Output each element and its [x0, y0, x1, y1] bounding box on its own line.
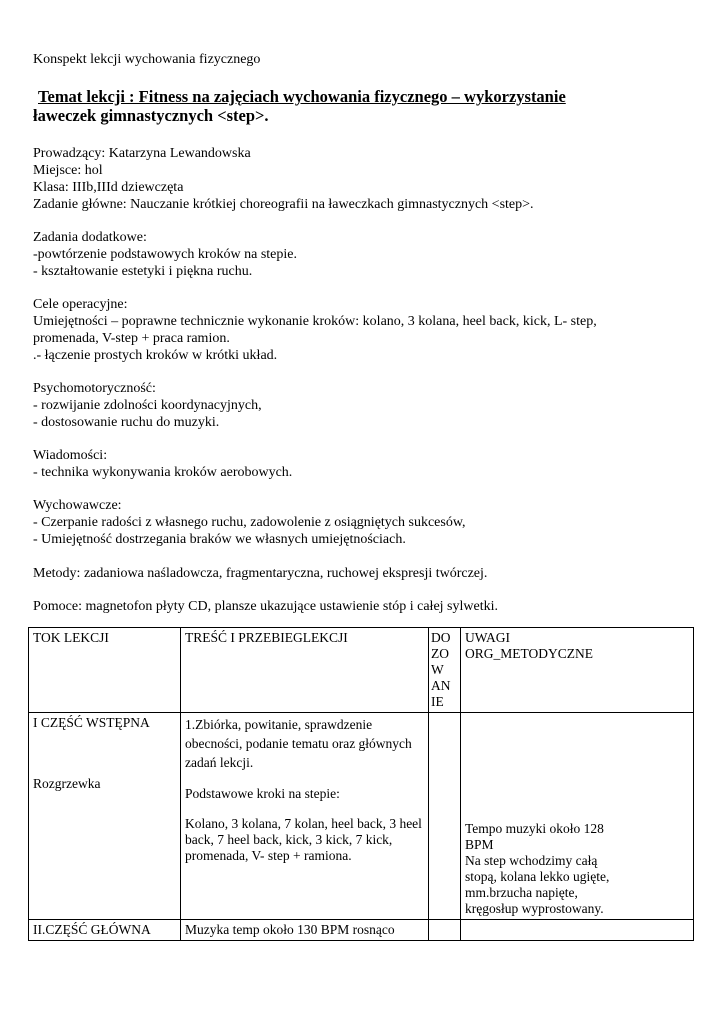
cell-dozowanie — [429, 920, 461, 941]
cell-tresc: Muzyka temp około 130 BPM rosnąco — [181, 920, 429, 941]
lesson-title-line-1: Temat lekcji : Fitness na zajęciach wychowania fizycznego – wykorzystanie — [38, 87, 566, 106]
psychomotor-item: - dostosowanie ruchu do muzyki. — [33, 415, 220, 430]
educational-heading: Wychowawcze: — [33, 498, 122, 513]
class-line: Klasa: IIIb,IIId dziewczęta — [33, 180, 184, 195]
additional-task-item: -powtórzenie podstawowych kroków na stepie. — [33, 247, 297, 262]
psychomotor-item: - rozwijanie zdolności koordynacyjnych, — [33, 398, 262, 413]
educational-item: - Umiejętność dostrzegania braków we własnych umiejętnościach. — [33, 532, 406, 547]
methods-line: Metody: zadaniowa naśladowcza, fragmentaryczna, ruchowej ekspresji twórczej. — [33, 566, 488, 581]
cell-tok-lekcji: II.CZĘŚĆ GŁÓWNA — [29, 920, 181, 941]
main-task-line: Zadanie główne: Nauczanie krótkiej choreografii na ławeczkach gimnastycznych <step>. — [33, 197, 534, 212]
place-line: Miejsce: hol — [33, 163, 103, 178]
cell-uwagi: Tempo muzyki około 128 BPM Na step wchodzimy całą stopą, kolana lekko ugięte, mm.brzucha napięte, kręgosłup wyprostowany. — [461, 713, 694, 920]
teacher-line: Prowadzący: Katarzyna Lewandowska — [33, 146, 251, 161]
header-tresc: TREŚĆ I PRZEBIEGLEKCJI — [181, 628, 429, 713]
operational-goal-item: promenada, V-step + praca ramion. — [33, 331, 230, 346]
knowledge-heading: Wiadomości: — [33, 448, 108, 463]
operational-goals-heading: Cele operacyjne: — [33, 297, 128, 312]
header-tok-lekcji: TOK LEKCJI — [29, 628, 181, 713]
psychomotor-heading: Psychomotoryczność: — [33, 381, 156, 396]
table-header-row — [29, 628, 694, 713]
warmup-label: Rozgrzewka — [33, 776, 101, 791]
cell-uwagi — [461, 920, 694, 941]
document-header: Konspekt lekcji wychowania fizycznego — [33, 52, 261, 67]
operational-goal-item: Umiejętności – poprawne technicznie wykonanie kroków: kolano, 3 kolana, heel back, kick, L- step, — [33, 314, 597, 329]
lesson-plan-table — [28, 627, 694, 941]
header-uwagi: UWAGI ORG_METODYCZNE — [461, 628, 694, 713]
operational-goal-item: .- łączenie prostych kroków w krótki układ. — [33, 348, 278, 363]
header-dozowanie: DO ZO W AN IE — [429, 628, 461, 713]
educational-item: - Czerpanie radości z własnego ruchu, zadowolenie z osiągniętych sukcesów, — [33, 515, 466, 530]
additional-task-item: - kształtowanie estetyki i piękna ruchu. — [33, 264, 253, 279]
knowledge-item: - technika wykonywania kroków aerobowych. — [33, 465, 293, 480]
additional-tasks-heading: Zadania dodatkowe: — [33, 230, 147, 245]
cell-dozowanie — [429, 713, 461, 920]
cell-tresc: 1.Zbiórka, powitanie, sprawdzenie obecności, podanie tematu oraz głównych zadań lekcji. Podstawowe kroki na stepie: Kolano, 3 kolana, 7 kolan, heel back, 3 heel back, 7 heel back, kick, 3 kick, 7 kick, promenada, V- step + ramiona. — [181, 713, 429, 920]
lesson-title-line-2: ławeczek gimnastycznych <step>. — [33, 106, 269, 125]
table-row — [29, 920, 694, 941]
table-row — [29, 713, 694, 920]
cell-tok-lekcji — [29, 713, 181, 920]
part-label: I CZĘŚĆ WSTĘPNA — [33, 715, 150, 730]
aids-line: Pomoce: magnetofon płyty CD, plansze ukazujące ustawienie stóp i całej sylwetki. — [33, 599, 498, 614]
